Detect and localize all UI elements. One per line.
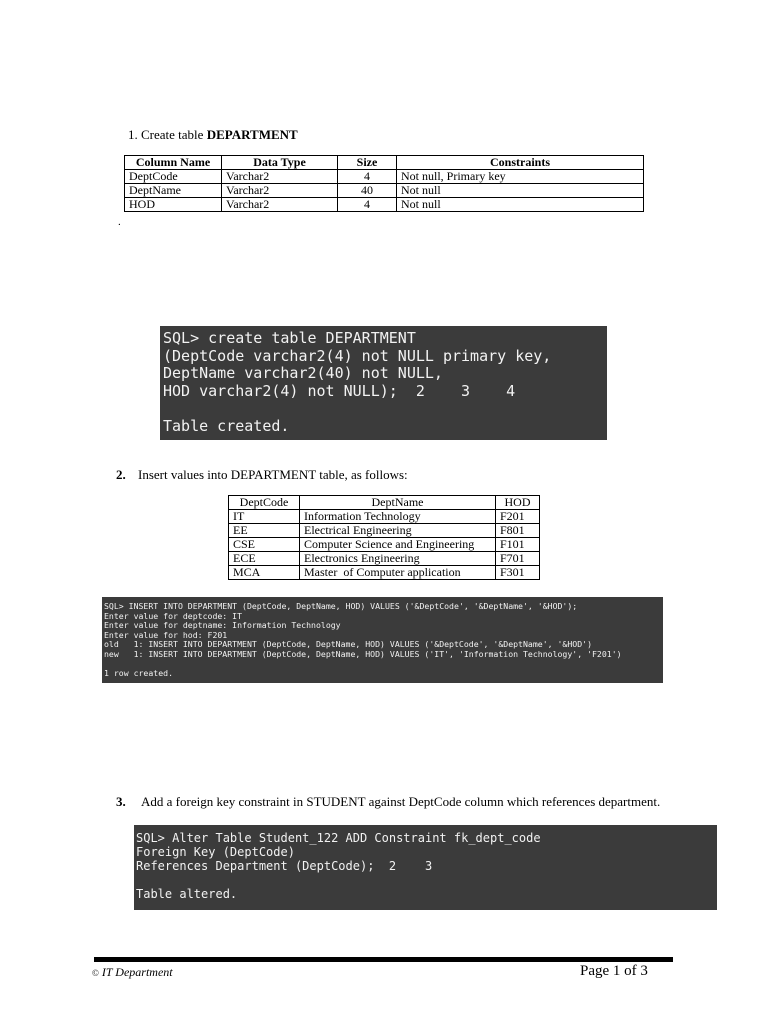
cell-hod: F101 [496,538,540,552]
section-2-number: 2. [116,467,126,482]
cell-column-name: DeptName [125,184,222,198]
cell-data-type: Varchar2 [222,198,338,212]
cell-size: 40 [338,184,397,198]
page-number: Page 1 of 3 [580,963,648,979]
header-deptname: DeptName [300,496,496,510]
table-row [229,552,540,566]
table-header-row [229,496,540,510]
section-3-heading [116,794,660,810]
table-row [125,170,644,184]
cell-size: 4 [338,170,397,184]
cell-deptname: Computer Science and Engineering [300,538,496,552]
table-row [125,198,644,212]
cell-deptcode: MCA [229,566,300,580]
copyright-symbol: © [92,968,99,978]
department-values-table [228,495,540,580]
cell-deptname: Electronics Engineering [300,552,496,566]
cell-deptcode: CSE [229,538,300,552]
header-data-type: Data Type [222,156,338,170]
footer-department [92,965,173,980]
section-1-number: 1. [128,127,138,142]
cell-constraints: Not null [397,184,644,198]
department-schema-table [124,155,644,212]
stray-period: . [118,216,121,228]
section-3-text: Add a foreign key constraint in STUDENT against DeptCode column which references department. [141,794,661,809]
cell-deptname: Information Technology [300,510,496,524]
header-constraints: Constraints [397,156,644,170]
create-table-console-screenshot: SQL> create table DEPARTMENT (DeptCode varchar2(4) not NULL primary key, DeptName varchar2(40) not NULL, HOD varchar2(4) not NULL); 2 3 4 Table created. [160,326,607,440]
section-1-heading [128,127,298,143]
section-1-table-name: DEPARTMENT [206,127,298,142]
insert-values-console-screenshot: SQL> INSERT INTO DEPARTMENT (DeptCode, DeptName, HOD) VALUES ('&DeptCode', '&DeptName', '&HOD'); Enter value for deptcode: IT Enter value for deptname: Information Technology Enter value for hod: F201 old 1: INSERT INTO DEPARTMENT (DeptCode, DeptName, HOD) VALUES ('&DeptCode', '&DeptName', '&HOD') new 1: INSERT INTO DEPARTMENT (DeptCode, DeptName, HOD) VALUES ('IT', 'Information Technology', 'F201') 1 row created. [102,597,663,683]
table-row [229,510,540,524]
cell-deptcode: IT [229,510,300,524]
cell-hod: F801 [496,524,540,538]
cell-hod: F301 [496,566,540,580]
cell-constraints: Not null, Primary key [397,170,644,184]
cell-constraints: Not null [397,198,644,212]
section-1-prefix: Create table [141,127,207,142]
table-row [229,566,540,580]
table-row [229,538,540,552]
cell-deptname: Master of Computer application [300,566,496,580]
alter-table-console-screenshot: SQL> Alter Table Student_122 ADD Constraint fk_dept_code Foreign Key (DeptCode) References Department (DeptCode); 2 3 Table altered. [134,825,717,910]
cell-data-type: Varchar2 [222,184,338,198]
section-2-heading [116,467,408,483]
header-deptcode: DeptCode [229,496,300,510]
cell-column-name: HOD [125,198,222,212]
cell-deptname: Electrical Engineering [300,524,496,538]
section-3-number: 3. [116,794,126,809]
section-2-text: Insert values into DEPARTMENT table, as follows: [138,467,408,482]
header-size: Size [338,156,397,170]
cell-data-type: Varchar2 [222,170,338,184]
table-header-row [125,156,644,170]
cell-deptcode: EE [229,524,300,538]
table-row [125,184,644,198]
cell-size: 4 [338,198,397,212]
cell-hod: F701 [496,552,540,566]
header-hod: HOD [496,496,540,510]
footer-rule [94,957,673,962]
cell-hod: F201 [496,510,540,524]
table-row [229,524,540,538]
cell-column-name: DeptCode [125,170,222,184]
footer-department-label: IT Department [101,965,173,979]
cell-deptcode: ECE [229,552,300,566]
header-column-name: Column Name [125,156,222,170]
